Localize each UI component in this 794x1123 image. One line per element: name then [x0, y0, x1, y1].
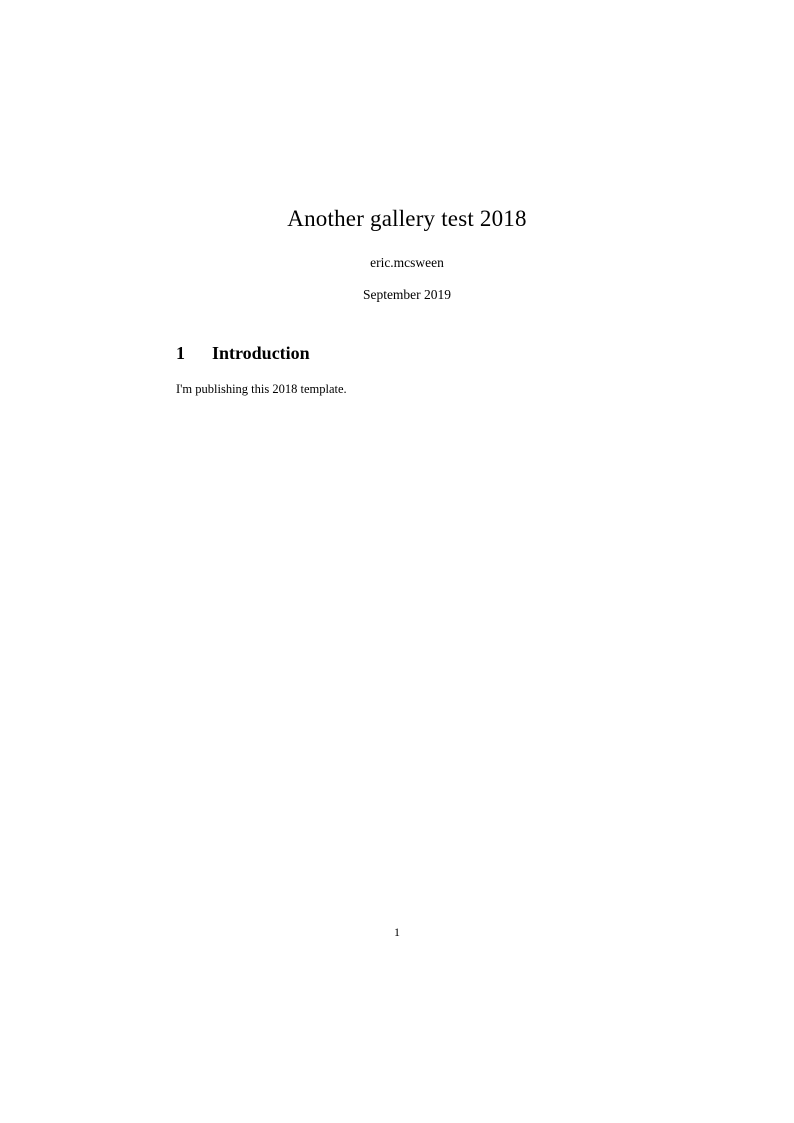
- section-title: Introduction: [212, 342, 310, 363]
- document-date: September 2019: [362, 286, 452, 302]
- page-number: 1: [394, 925, 400, 939]
- document-author: eric.mcsween: [370, 254, 444, 270]
- section-paragraph: I'm publishing this 2018 template.: [176, 381, 347, 396]
- section-number: 1: [176, 342, 185, 363]
- page-title: Another gallery test 2018: [287, 206, 527, 231]
- section-heading: [176, 343, 638, 365]
- document-content: [176, 205, 638, 397]
